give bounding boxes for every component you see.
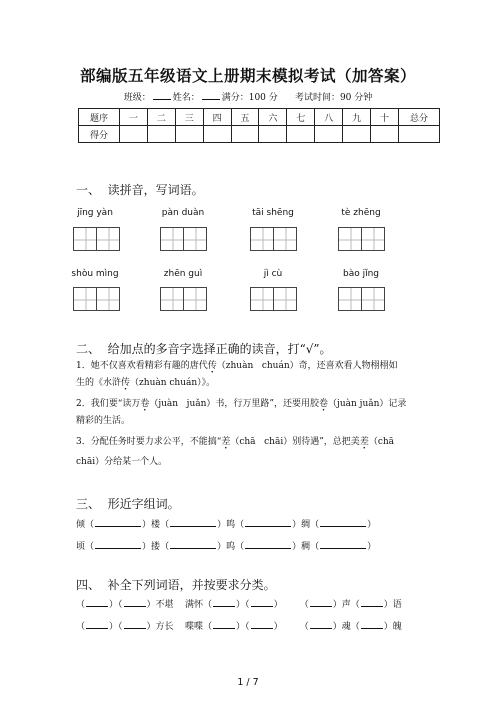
score-cell[interactable] xyxy=(120,126,148,143)
question-line: 2．我们要“读万卷（juàn juǎn）书，行万里路”，还要用胶卷（juàn juǎn）记录 xyxy=(76,399,407,409)
pinyin: pàn duàn xyxy=(161,208,205,218)
answer-blank[interactable] xyxy=(124,598,146,607)
section-1-heading: 一、 读拼音，写词语。 xyxy=(76,183,204,197)
word-row: 倾（ ）楼（ ）鸣（ ）绸（ ） xyxy=(76,520,377,530)
name-blank[interactable] xyxy=(202,91,220,100)
score-cell[interactable] xyxy=(315,126,343,143)
grid-cell[interactable] xyxy=(160,227,184,251)
answer-blank[interactable] xyxy=(320,540,366,549)
score-table-header xyxy=(79,109,440,126)
answer-blank[interactable] xyxy=(213,620,235,629)
answer-blank[interactable] xyxy=(95,540,141,549)
answer-blank[interactable] xyxy=(245,518,291,527)
grid-cell[interactable] xyxy=(274,287,297,311)
pinyin: jì cù xyxy=(263,269,283,279)
score-cell[interactable] xyxy=(147,126,175,143)
grid-cell[interactable] xyxy=(97,287,120,311)
header-cell: 十 xyxy=(371,109,399,126)
answer-blank[interactable] xyxy=(86,620,108,629)
question-line: chāi）分给某一个人。 xyxy=(76,457,168,467)
header-cell: 六 xyxy=(259,109,287,126)
answer-blank[interactable] xyxy=(95,518,141,527)
row-label: 得分 xyxy=(79,126,120,143)
answer-blank[interactable] xyxy=(310,620,332,629)
grid-cell[interactable] xyxy=(97,227,120,251)
class-blank[interactable] xyxy=(153,91,171,100)
header-cell: 二 xyxy=(147,109,175,126)
header-cell: 七 xyxy=(287,109,315,126)
grid-cell[interactable] xyxy=(338,287,362,311)
answer-blank[interactable] xyxy=(310,598,332,607)
grid-cell[interactable] xyxy=(73,287,97,311)
pinyin: tè zhēng xyxy=(341,208,381,218)
writing-grid[interactable] xyxy=(73,287,120,311)
grid-cell[interactable] xyxy=(274,227,297,251)
header-cell: 八 xyxy=(315,109,343,126)
question-line: 3．分配任务时要力求公平，不能搞“差（chā chāi）别待遇”，总把美差（chā xyxy=(76,437,395,447)
dotted-char: 卷 xyxy=(140,399,150,409)
page-title: 部编版五年级语文上册期末模拟考试（加答案） xyxy=(79,66,416,85)
grid-cell[interactable] xyxy=(362,287,385,311)
section-2-heading: 二、 给加点的多音字选择正确的读音，打“√”。 xyxy=(76,342,332,356)
answer-blank[interactable] xyxy=(245,540,291,549)
writing-grid[interactable] xyxy=(73,227,120,251)
pinyin: jīng yàn xyxy=(77,208,113,218)
answer-blank[interactable] xyxy=(361,598,383,607)
header-cell: 九 xyxy=(343,109,371,126)
score-cell[interactable] xyxy=(203,126,231,143)
grid-cell[interactable] xyxy=(184,227,207,251)
header-cell: 三 xyxy=(175,109,203,126)
answer-blank[interactable] xyxy=(170,540,216,549)
score-cell[interactable] xyxy=(231,126,259,143)
idiom-row: （ ）（ ）方长 喋喋（ ）（ ） （ ）魂（ ）魄 xyxy=(76,622,402,632)
section-3-heading: 三、 形近字组词。 xyxy=(76,497,180,511)
class-label: 班级： xyxy=(123,93,151,103)
writing-grid[interactable] xyxy=(338,227,385,251)
writing-grid[interactable] xyxy=(160,287,207,311)
score-cell[interactable] xyxy=(399,126,440,143)
dotted-char: 传 xyxy=(207,361,217,371)
pinyin: tāi shēng xyxy=(252,208,294,218)
dotted-char: 卷 xyxy=(319,399,329,409)
answer-blank[interactable] xyxy=(86,598,108,607)
grid-cell[interactable] xyxy=(184,287,207,311)
score-cell[interactable] xyxy=(175,126,203,143)
answer-blank[interactable] xyxy=(124,620,146,629)
writing-grid[interactable] xyxy=(338,287,385,311)
question-line: 1．她不仅喜欢看精彩有趣的唐代传（zhuàn chuán）奇，还喜欢看人物栩栩如 xyxy=(76,361,398,371)
section-4-heading: 四、 补全下列词语，并按要求分类。 xyxy=(76,578,276,592)
grid-cell[interactable] xyxy=(338,227,362,251)
answer-blank[interactable] xyxy=(251,620,273,629)
answer-blank[interactable] xyxy=(251,598,273,607)
word-row: 顷（ ）搂（ ）呜（ ）稠（ ） xyxy=(76,542,377,552)
writing-grid[interactable] xyxy=(250,287,297,311)
dotted-char: 差 xyxy=(221,437,231,447)
dotted-char: 传 xyxy=(121,378,131,388)
pinyin: shòu mìng xyxy=(71,269,119,279)
header-cell: 四 xyxy=(203,109,231,126)
answer-blank[interactable] xyxy=(361,620,383,629)
idiom-row: （ ）（ ）不堪 满怀（ ）（ ） （ ）声（ ）语 xyxy=(76,600,402,610)
writing-grid[interactable] xyxy=(250,227,297,251)
question-line: 精彩的生活。 xyxy=(76,416,131,426)
pinyin: bào jǐng xyxy=(342,269,379,279)
header-cell: 五 xyxy=(231,109,259,126)
score-table xyxy=(78,108,440,143)
header-cell: 题序 xyxy=(79,109,120,126)
pinyin: zhēn guì xyxy=(163,269,203,279)
answer-blank[interactable] xyxy=(320,518,366,527)
score-table-row xyxy=(79,126,440,143)
writing-grid[interactable] xyxy=(160,227,207,251)
grid-cell[interactable] xyxy=(73,227,97,251)
question-line: 生的《水浒传（zhuàn chuán）》。 xyxy=(76,378,216,388)
grid-cell[interactable] xyxy=(250,287,274,311)
exam-info xyxy=(0,90,496,103)
page-number: 1 / 7 xyxy=(237,677,259,688)
score-cell[interactable] xyxy=(259,126,287,143)
score-cell[interactable] xyxy=(287,126,315,143)
name-label: 姓名： xyxy=(172,93,200,103)
grid-cell[interactable] xyxy=(362,227,385,251)
answer-blank[interactable] xyxy=(170,518,216,527)
full-score: 满分：100 分 xyxy=(221,93,278,103)
dotted-char: 差 xyxy=(359,437,369,447)
exam-time: 考试时间：90 分钟 xyxy=(294,93,373,103)
header-cell: 总分 xyxy=(399,109,440,126)
header-cell: 一 xyxy=(120,109,148,126)
answer-blank[interactable] xyxy=(213,598,235,607)
grid-cell[interactable] xyxy=(160,287,184,311)
score-cell[interactable] xyxy=(343,126,371,143)
score-cell[interactable] xyxy=(371,126,399,143)
grid-cell[interactable] xyxy=(250,227,274,251)
